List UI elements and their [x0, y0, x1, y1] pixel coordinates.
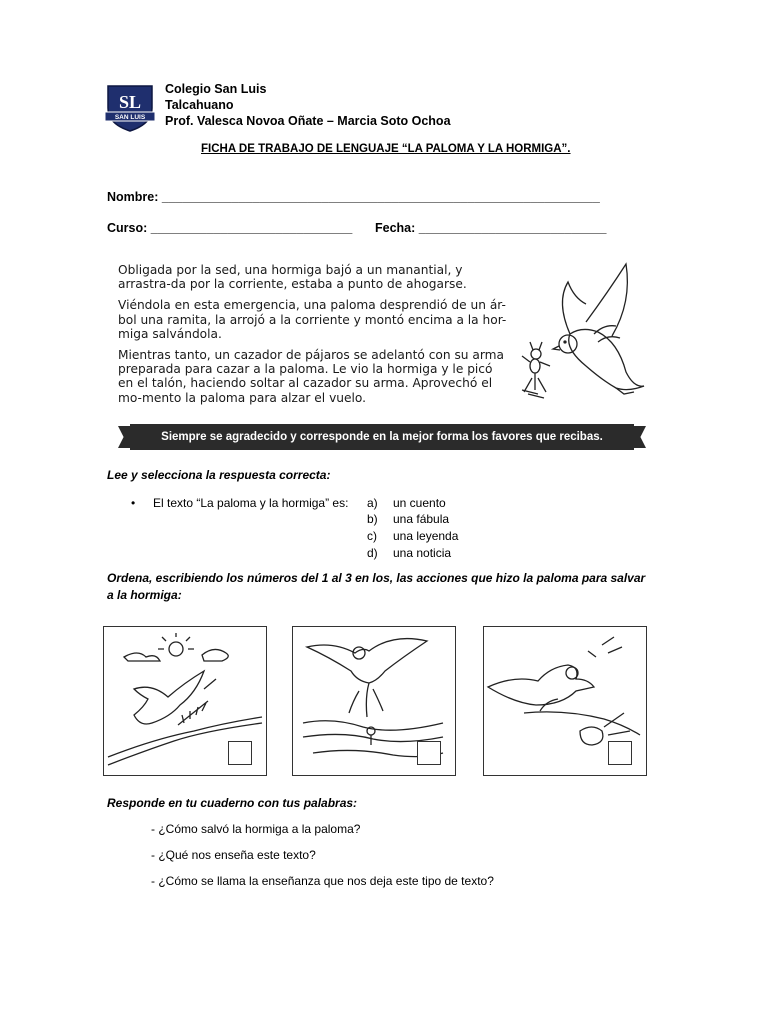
q3-question-2: - ¿Qué nos enseña este texto?	[151, 848, 316, 862]
dove-ant-illustration	[508, 262, 658, 412]
school-name: Colegio San Luis	[165, 82, 267, 96]
option-a[interactable]	[367, 495, 446, 512]
option-b[interactable]	[367, 511, 449, 528]
story-paragraph-3: Mientras tanto, un cazador de pájaros se adelantó con su arma preparada para cazar a la paloma. Le vio la hormiga y le picó en el talón, haciendo soltar al cazador su arma. Aprovechó el mo-mento la paloma para alzar el vuelo.	[118, 348, 505, 405]
option-key: a)	[367, 496, 378, 510]
order-box-1[interactable]	[228, 741, 252, 765]
picture-box-2	[292, 626, 456, 776]
order-box-2[interactable]	[417, 741, 441, 765]
name-field[interactable]: Nombre: _______________________________________________________________	[107, 190, 600, 204]
option-key: b)	[367, 512, 378, 526]
story-paragraph-1: Obligada por la sed, una hormiga bajó a un manantial, y arrastra-da por la corriente, estaba a punto de ahogarse.	[118, 263, 467, 292]
option-text: una leyenda	[393, 529, 459, 543]
picture-box-1	[103, 626, 267, 776]
q3-instruction: Responde en tu cuaderno con tus palabras:	[107, 796, 358, 810]
option-text: una noticia	[393, 546, 452, 560]
course-field[interactable]: Curso: _____________________________	[107, 221, 353, 235]
q1-question: El texto “La paloma y la hormiga” es:	[153, 496, 349, 510]
story-text	[118, 263, 508, 412]
story-paragraph-2: Viéndola en esta emergencia, una paloma desprendió de un ár-bol una ramita, la arrojó a la corriente y montó encima a la hor-miga salvándola.	[118, 298, 507, 341]
option-d[interactable]	[367, 545, 451, 562]
worksheet-title: FICHA DE TRABAJO DE LENGUAJE “LA PALOMA Y LA HORMIGA”.	[201, 143, 571, 155]
q1-bullet: •	[131, 496, 136, 510]
logo-banner-text: SAN LUIS	[114, 114, 146, 121]
picture-box-3	[483, 626, 647, 776]
q3-question-3: - ¿Cómo se llama la enseñanza que nos deja este tipo de texto?	[151, 874, 494, 888]
q1-instruction: Lee y selecciona la respuesta correcta:	[107, 468, 331, 482]
option-key: c)	[367, 529, 377, 543]
q2-instruction: Ordena, escribiendo los números del 1 al 3 en los, las acciones que hizo la paloma para salvar a la hormiga:	[107, 571, 646, 602]
order-box-3[interactable]	[608, 741, 632, 765]
date-field[interactable]: Fecha: ___________________________	[375, 221, 607, 235]
option-key: d)	[367, 546, 378, 560]
moral-banner-right-tab	[632, 426, 646, 448]
option-text: un cuento	[393, 496, 446, 510]
logo-initials: SL	[118, 92, 142, 112]
option-c[interactable]	[367, 528, 458, 545]
teachers-line: Prof. Valesca Novoa Oñate – Marcia Soto Ochoa	[165, 114, 451, 128]
option-text: una fábula	[393, 512, 450, 526]
q3-question-1: - ¿Cómo salvó la hormiga a la paloma?	[151, 822, 361, 836]
school-city: Talcahuano	[165, 98, 234, 112]
moral-banner: Siempre se agradecido y corresponde en la mejor forma los favores que recibas.	[130, 424, 634, 450]
school-logo	[104, 84, 156, 132]
